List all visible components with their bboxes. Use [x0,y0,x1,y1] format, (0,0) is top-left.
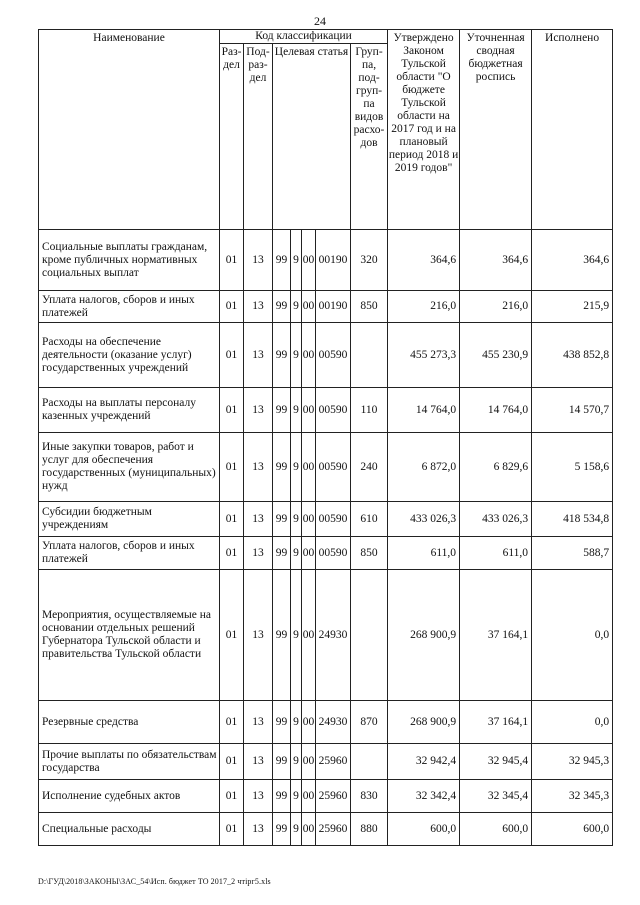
row-approved: 455 273,3 [388,323,460,388]
row-target-program: 99 [273,701,291,744]
row-subsection: 13 [244,570,273,701]
row-refined: 364,6 [460,230,532,291]
row-subsection: 13 [244,230,273,291]
row-executed: 32 345,3 [532,780,613,813]
row-name: Иные закупки товаров, работ и услуг для обеспечения государственных (муниципальных) нужд [39,433,220,502]
row-name: Уплата налогов, сборов и иных платежей [39,537,220,570]
row-target-subprogram: 9 [291,570,302,701]
row-target-code: 00590 [316,537,351,570]
row-approved: 268 900,9 [388,570,460,701]
budget-execution-table [38,29,613,846]
row-target-program: 99 [273,323,291,388]
row-approved: 6 872,0 [388,433,460,502]
row-target-code: 25960 [316,744,351,780]
row-executed: 14 570,7 [532,388,613,433]
row-target-subprogram: 9 [291,291,302,323]
row-target-program: 99 [273,502,291,537]
row-refined: 600,0 [460,813,532,846]
row-executed: 215,9 [532,291,613,323]
table-row [39,813,613,846]
row-subsection: 13 [244,323,273,388]
row-target-direction: 00 [302,537,316,570]
row-refined: 37 164,1 [460,701,532,744]
row-target-direction: 00 [302,502,316,537]
row-target-direction: 00 [302,388,316,433]
row-target-program: 99 [273,537,291,570]
row-approved: 611,0 [388,537,460,570]
row-target-code: 00590 [316,502,351,537]
row-subsection: 13 [244,701,273,744]
row-refined: 433 026,3 [460,502,532,537]
row-target-subprogram: 9 [291,388,302,433]
row-name: Резервные средства [39,701,220,744]
table-row [39,388,613,433]
header-section: Раз-дел [220,44,244,230]
row-target-subprogram: 9 [291,744,302,780]
header-expense-group: Груп-па, под-груп-па видов расхо-дов [351,44,388,230]
row-expense-group: 240 [351,433,388,502]
row-executed: 600,0 [532,813,613,846]
row-target-subprogram: 9 [291,230,302,291]
row-approved: 364,6 [388,230,460,291]
row-section: 01 [220,230,244,291]
row-target-program: 99 [273,388,291,433]
row-executed: 588,7 [532,537,613,570]
row-target-subprogram: 9 [291,323,302,388]
row-name: Исполнение судебных актов [39,780,220,813]
page-number: 24 [314,14,326,28]
row-target-subprogram: 9 [291,502,302,537]
row-target-program: 99 [273,433,291,502]
row-section: 01 [220,744,244,780]
row-section: 01 [220,433,244,502]
row-subsection: 13 [244,388,273,433]
row-name: Расходы на выплаты персоналу казенных учреждений [39,388,220,433]
table-row [39,570,613,701]
table-row [39,502,613,537]
row-expense-group: 830 [351,780,388,813]
row-target-code: 24930 [316,570,351,701]
row-section: 01 [220,537,244,570]
row-refined: 32 345,4 [460,780,532,813]
row-name: Социальные выплаты гражданам, кроме публичных нормативных социальных выплат [39,230,220,291]
header-approved: Утверждено Законом Тульской области "О бюджете Тульской области на 2017 год и на плановый период 2018 и 2019 годов" [388,30,460,230]
row-expense-group: 880 [351,813,388,846]
table-body [39,230,613,846]
row-name: Прочие выплаты по обязательствам государства [39,744,220,780]
header-target-article: Целевая статья [273,44,351,230]
row-target-code: 00590 [316,323,351,388]
row-subsection: 13 [244,780,273,813]
row-expense-group: 610 [351,502,388,537]
row-expense-group: 320 [351,230,388,291]
row-name: Специальные расходы [39,813,220,846]
row-executed: 5 158,6 [532,433,613,502]
header-refined: Уточненная сводная бюджетная роспись [460,30,532,230]
row-section: 01 [220,323,244,388]
row-executed: 0,0 [532,570,613,701]
table-row [39,323,613,388]
row-target-code: 00190 [316,291,351,323]
row-target-subprogram: 9 [291,433,302,502]
row-subsection: 13 [244,433,273,502]
row-name: Мероприятия, осуществляемые на основании отдельных решений Губернатора Тульской области и правительства Тульской области [39,570,220,701]
row-refined: 611,0 [460,537,532,570]
row-expense-group: 850 [351,537,388,570]
row-executed: 32 945,3 [532,744,613,780]
row-expense-group [351,744,388,780]
row-target-subprogram: 9 [291,813,302,846]
row-target-program: 99 [273,780,291,813]
row-target-code: 00590 [316,433,351,502]
table-row [39,291,613,323]
row-target-subprogram: 9 [291,780,302,813]
row-target-direction: 00 [302,701,316,744]
row-subsection: 13 [244,537,273,570]
row-target-direction: 00 [302,744,316,780]
row-name: Уплата налогов, сборов и иных платежей [39,291,220,323]
row-section: 01 [220,701,244,744]
row-target-program: 99 [273,291,291,323]
row-name: Субсидии бюджетным учреждениям [39,502,220,537]
row-approved: 268 900,9 [388,701,460,744]
row-target-direction: 00 [302,433,316,502]
row-section: 01 [220,291,244,323]
row-executed: 0,0 [532,701,613,744]
row-target-program: 99 [273,570,291,701]
row-approved: 32 942,4 [388,744,460,780]
row-subsection: 13 [244,502,273,537]
table-row [39,537,613,570]
row-refined: 455 230,9 [460,323,532,388]
table-row [39,433,613,502]
row-subsection: 13 [244,291,273,323]
row-expense-group [351,323,388,388]
row-target-direction: 00 [302,813,316,846]
row-target-program: 99 [273,813,291,846]
row-target-code: 25960 [316,813,351,846]
row-approved: 32 342,4 [388,780,460,813]
row-target-program: 99 [273,744,291,780]
row-target-subprogram: 9 [291,537,302,570]
row-refined: 37 164,1 [460,570,532,701]
row-name: Расходы на обеспечение деятельности (оказание услуг) государственных учреждений [39,323,220,388]
table-row [39,780,613,813]
row-executed: 418 534,8 [532,502,613,537]
row-target-code: 00190 [316,230,351,291]
row-expense-group [351,570,388,701]
row-target-direction: 00 [302,230,316,291]
row-target-subprogram: 9 [291,701,302,744]
row-section: 01 [220,502,244,537]
row-refined: 216,0 [460,291,532,323]
row-target-code: 25960 [316,780,351,813]
row-expense-group: 850 [351,291,388,323]
footer-file-path: D:\ГУД\2018\ЗАКОНЫ\ЗАС_54\Исп. бюджет ТО 2017_2 чтірг5.xls [38,877,271,886]
header-code-group: Код классификации [220,30,388,44]
header-subsection: Под-раз-дел [244,44,273,230]
header-executed: Исполнено [532,30,613,230]
row-target-direction: 00 [302,780,316,813]
row-section: 01 [220,780,244,813]
row-target-direction: 00 [302,570,316,701]
table-header [39,30,613,230]
row-target-code: 00590 [316,388,351,433]
row-subsection: 13 [244,813,273,846]
row-expense-group: 870 [351,701,388,744]
row-approved: 600,0 [388,813,460,846]
row-approved: 14 764,0 [388,388,460,433]
row-refined: 6 829,6 [460,433,532,502]
row-approved: 216,0 [388,291,460,323]
row-refined: 14 764,0 [460,388,532,433]
table-row [39,744,613,780]
row-subsection: 13 [244,744,273,780]
table-row [39,230,613,291]
row-target-direction: 00 [302,291,316,323]
row-target-code: 24930 [316,701,351,744]
row-section: 01 [220,570,244,701]
table-row [39,701,613,744]
row-executed: 438 852,8 [532,323,613,388]
row-target-direction: 00 [302,323,316,388]
row-executed: 364,6 [532,230,613,291]
header-name: Наименование [39,30,220,230]
row-expense-group: 110 [351,388,388,433]
row-target-program: 99 [273,230,291,291]
row-section: 01 [220,388,244,433]
row-approved: 433 026,3 [388,502,460,537]
row-refined: 32 945,4 [460,744,532,780]
row-section: 01 [220,813,244,846]
